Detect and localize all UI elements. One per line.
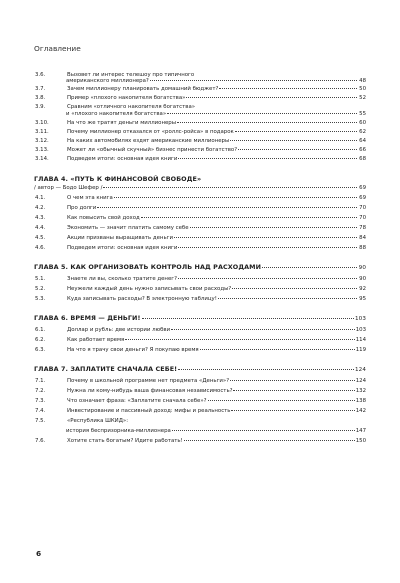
toc-entry — [34, 408, 366, 414]
toc-entry — [34, 337, 366, 343]
toc-entry — [34, 120, 366, 126]
entry-page: 95 — [359, 296, 366, 302]
entry-title: Как работает время — [67, 337, 125, 343]
leader-dots — [184, 440, 355, 441]
entry-number: 3.6. — [35, 72, 46, 78]
toc-entry — [34, 245, 366, 251]
leader-dots — [218, 298, 357, 299]
toc-entry — [34, 378, 366, 384]
entry-page: 69 — [359, 195, 366, 201]
chapter-heading — [34, 175, 366, 183]
entry-title: На каких автомобилях ездят американские миллионеры — [67, 138, 230, 144]
entry-title: Акции призваны выращивать деньги — [67, 235, 173, 241]
toc-entry — [34, 95, 366, 101]
leader-dots — [262, 267, 357, 268]
leader-dots — [208, 400, 355, 401]
entry-page: 147 — [355, 428, 366, 434]
leader-dots — [219, 88, 357, 89]
chapter-title: ГЛАВА 5. КАК ОРГАНИЗОВАТЬ КОНТРОЛЬ НАД РАСХОДАМИ — [34, 263, 262, 271]
chapter-page: 90 — [358, 265, 366, 271]
entry-number: 7.3. — [35, 398, 46, 404]
entry-number: 4.2. — [35, 205, 46, 211]
entry-title: На что я трачу свои деньги? Я покупаю время — [67, 347, 199, 353]
chapter-page: 69 — [359, 185, 366, 191]
toc-entry — [34, 398, 366, 404]
entry-number: 3.11. — [35, 129, 49, 135]
entry-title: Подведем итоги: основная идея книги — [67, 156, 178, 162]
entry-page: 124 — [355, 378, 366, 384]
entry-title: Инвестирование и пассивный доход: мифы и реальность — [67, 408, 231, 414]
entry-number: 3.7. — [35, 86, 46, 92]
toc-entry — [34, 129, 366, 135]
entry-title: Неужели каждый день нужно записывать свои расходы? — [67, 286, 232, 292]
leader-dots — [172, 430, 355, 431]
entry-title: Про долги — [67, 205, 97, 211]
entry-page: 60 — [359, 120, 366, 126]
leader-dots — [125, 339, 354, 340]
entry-page: 48 — [359, 78, 366, 84]
entry-page: 103 — [355, 327, 366, 333]
entry-page: 55 — [359, 111, 366, 117]
entry-page: 64 — [359, 138, 366, 144]
entry-page: 52 — [359, 95, 366, 101]
entry-number: 3.14. — [35, 156, 49, 162]
entry-number: 3.13. — [35, 147, 49, 153]
leader-dots — [178, 158, 357, 159]
entry-number: 4.5. — [35, 235, 46, 241]
entry-number: 3.10. — [35, 120, 49, 126]
chapter-title: ГЛАВА 4. «ПУТЬ К ФИНАНСОВОЙ СВОБОДЕ» — [34, 175, 202, 183]
entry-number: 5.2. — [35, 286, 46, 292]
entry-page: 150 — [355, 438, 366, 444]
entry-title: Почему в школьной программе нет предмета «Деньги»? — [67, 378, 230, 384]
entry-number: 4.4. — [35, 225, 46, 231]
chapter-heading — [34, 263, 366, 272]
entry-page: 90 — [359, 276, 366, 282]
leader-dots — [142, 318, 354, 319]
entry-title: Вызовет ли интерес телешоу про типичного — [67, 72, 195, 78]
toc-entry — [34, 327, 366, 333]
toc-entry — [34, 347, 366, 353]
entry-page: 62 — [359, 129, 366, 135]
entry-title: и «плохого накопителя богатства» — [66, 111, 167, 117]
entry-title: Пример «плохого накопителя богатства» — [67, 95, 186, 101]
entry-number: 3.8. — [35, 95, 46, 101]
entry-page: 70 — [359, 205, 366, 211]
entry-title: Почему миллионер отказался от «роллс-ройса» в подарок — [67, 129, 234, 135]
entry-page: 66 — [359, 147, 366, 153]
chapter-author: / автор — Бодо Шефер / — [34, 185, 103, 191]
toc-entry — [34, 111, 366, 117]
toc-entry — [34, 388, 366, 394]
leader-dots — [178, 278, 357, 279]
toc-entry — [34, 438, 366, 444]
entry-title: О чем эта книга — [67, 195, 113, 201]
entry-title: Куда записывать расходы? В электронную таблицу! — [67, 296, 217, 302]
toc-group-chapter3 — [34, 72, 366, 162]
entry-number: 6.3. — [35, 347, 46, 353]
leader-dots — [233, 390, 354, 391]
toc-entry — [34, 225, 366, 231]
toc-entry — [34, 215, 366, 221]
entry-page: 70 — [359, 215, 366, 221]
entry-title: Хотите стать богатым? Идите работать! — [67, 438, 183, 444]
leader-dots — [150, 80, 357, 81]
leader-dots — [167, 113, 357, 114]
leader-dots — [231, 410, 354, 411]
toc-chapter-7 — [34, 365, 366, 444]
entry-title: Может ли «обычный скучный» бизнес принести богатство? — [67, 147, 238, 153]
leader-dots — [178, 247, 357, 248]
entry-page: 88 — [359, 245, 366, 251]
leader-dots — [97, 207, 357, 208]
leader-dots — [238, 149, 357, 150]
toc-entry — [34, 147, 366, 153]
entry-number: 6.1. — [35, 327, 46, 333]
entry-page: 68 — [359, 156, 366, 162]
entry-title: американского миллионера? — [66, 78, 149, 84]
leader-dots — [200, 349, 355, 350]
entry-page: 114 — [355, 337, 366, 343]
running-head: Оглавление — [34, 44, 81, 53]
toc-entry — [34, 104, 366, 110]
entry-title: На что же тратят деньги миллионеры — [67, 120, 176, 126]
chapter-heading — [34, 314, 366, 323]
entry-number: 3.12. — [35, 138, 49, 144]
entry-number: 7.2. — [35, 388, 46, 394]
toc-entry — [34, 286, 366, 292]
leader-dots — [232, 288, 357, 289]
entry-number: 3.9. — [35, 104, 46, 110]
entry-title: Доллар и рубль: две истории любви — [67, 327, 171, 333]
entry-title: «Республика ШКИД»: — [67, 418, 129, 424]
toc-chapter-5 — [34, 263, 366, 302]
leader-dots — [230, 140, 357, 141]
entry-number: 4.1. — [35, 195, 46, 201]
entry-number: 7.5. — [35, 418, 46, 424]
entry-title: Что означает фраза: «Заплатите сначала себе»? — [67, 398, 207, 404]
table-of-contents — [34, 72, 366, 444]
toc-entry — [34, 276, 366, 282]
leader-dots — [177, 122, 357, 123]
leader-dots — [103, 187, 357, 188]
entry-page: 78 — [359, 225, 366, 231]
toc-entry — [34, 138, 366, 144]
toc-entry — [34, 86, 366, 92]
leader-dots — [235, 131, 357, 132]
entry-number: 7.4. — [35, 408, 46, 414]
chapter-title: ГЛАВА 6. ВРЕМЯ — ДЕНЬГИ! — [34, 314, 141, 322]
toc-chapter-6 — [34, 314, 366, 353]
entry-number: 7.1. — [35, 378, 46, 384]
entry-number: 6.2. — [35, 337, 46, 343]
entry-title: история беспризорника-миллионера — [66, 428, 171, 434]
leader-dots — [230, 380, 355, 381]
entry-title: Экономить — значит платить самому себе — [67, 225, 189, 231]
leader-dots — [141, 217, 357, 218]
leader-dots — [178, 369, 354, 370]
leader-dots — [174, 237, 357, 238]
leader-dots — [186, 97, 357, 98]
entry-page: 132 — [355, 388, 366, 394]
entry-number: 5.3. — [35, 296, 46, 302]
entry-title: Сравним «отличного накопителя богатства» — [67, 104, 196, 110]
toc-entry — [34, 78, 366, 84]
toc-entry — [34, 205, 366, 211]
entry-number: 7.6. — [35, 438, 46, 444]
chapter-author-row — [34, 185, 366, 191]
entry-page: 138 — [355, 398, 366, 404]
entry-page: 84 — [359, 235, 366, 241]
entry-number: 4.3. — [35, 215, 46, 221]
leader-dots — [114, 197, 357, 198]
page-number: 6 — [36, 549, 42, 558]
entry-title: Как повысить свой доход — [67, 215, 140, 221]
chapter-title: ГЛАВА 7. ЗАПЛАТИТЕ СНАЧАЛА СЕБЕ! — [34, 365, 178, 373]
entry-page: 119 — [355, 347, 366, 353]
entry-title: Зачем миллионеру планировать домашний бюджет? — [67, 86, 219, 92]
entry-title: Знаете ли вы, сколько тратите денег? — [67, 276, 177, 282]
chapter-page: 103 — [355, 316, 366, 322]
entry-title: Подведем итоги: основная идея книги — [67, 245, 178, 251]
toc-entry — [34, 156, 366, 162]
toc-entry — [34, 428, 366, 434]
toc-entry — [34, 418, 366, 424]
chapter-page: 124 — [355, 367, 366, 373]
entry-title: Нужна ли кому-нибудь ваша финансовая независимость? — [67, 388, 233, 394]
chapter-heading — [34, 365, 366, 374]
toc-entry — [34, 235, 366, 241]
toc-chapter-4 — [34, 175, 366, 251]
entry-number: 5.1. — [35, 276, 46, 282]
leader-dots — [171, 329, 355, 330]
toc-entry — [34, 296, 366, 302]
leader-dots — [190, 227, 357, 228]
entry-page: 50 — [359, 86, 366, 92]
toc-entry — [34, 195, 366, 201]
entry-number: 4.6. — [35, 245, 46, 251]
entry-page: 92 — [359, 286, 366, 292]
entry-page: 142 — [355, 408, 366, 414]
